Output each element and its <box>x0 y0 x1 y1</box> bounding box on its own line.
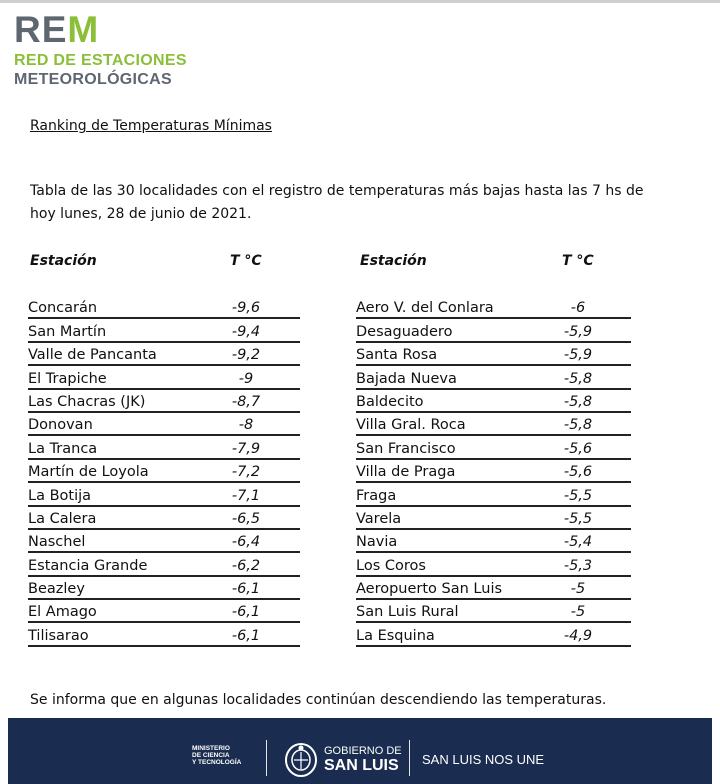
ministerio-line1: MINISTERIO <box>192 745 230 752</box>
table-row <box>356 623 631 646</box>
logo-mark-re: RE <box>14 9 68 50</box>
temperature-value: -5 <box>570 604 586 621</box>
table-row <box>28 390 300 413</box>
intro-text: Tabla de las 30 localidades con el registro de temperaturas más bajas hasta las 7 hs de hoy lunes, 28 de junio de 2021. <box>30 183 644 222</box>
table-row <box>28 623 300 646</box>
station-name: San Martín <box>28 323 107 340</box>
table-row <box>356 577 631 600</box>
ministerio-line2: DE CIENCIA <box>192 752 230 759</box>
right-header-temp: T °C <box>562 253 594 269</box>
rem-logo <box>14 9 187 89</box>
temperature-value: -7,2 <box>231 464 261 481</box>
table-row <box>28 553 300 576</box>
station-name: Fraga <box>356 487 397 504</box>
station-name: Beazley <box>28 581 85 598</box>
footnote: Se informa que en algunas localidades continúan descendiendo las temperaturas. <box>30 692 607 708</box>
station-name: Varela <box>356 510 402 527</box>
temperature-value: -9 <box>238 370 254 387</box>
station-name: Estancia Grande <box>28 557 148 574</box>
footer-divider <box>266 740 267 776</box>
temperature-value: -6,1 <box>231 627 261 644</box>
coat-of-arms-icon <box>282 742 320 782</box>
temperature-value: -8 <box>238 417 254 434</box>
table-row <box>28 483 300 506</box>
temperature-value: -6,5 <box>231 510 261 527</box>
table-row <box>356 343 631 366</box>
temperature-value: -9,4 <box>231 323 261 340</box>
station-name: Los Coros <box>356 557 426 574</box>
logo-mark-m: M <box>67 9 100 50</box>
station-name: Baldecito <box>356 393 424 410</box>
table-row <box>356 366 631 389</box>
left-header-station: Estación <box>30 253 97 269</box>
temperature-value: -4,9 <box>563 627 593 644</box>
temperature-value: -6,1 <box>231 604 261 621</box>
temperature-value: -5,8 <box>563 393 593 410</box>
station-name: La Esquina <box>356 627 435 644</box>
san-luis-label: SAN LUIS <box>324 757 399 774</box>
table-row <box>356 507 631 530</box>
table-row <box>28 507 300 530</box>
table-row <box>356 460 631 483</box>
slogan: SAN LUIS NOS UNE <box>422 752 545 767</box>
gobierno-label: GOBIERNO DE <box>324 745 402 757</box>
station-name: Villa Gral. Roca <box>356 417 466 434</box>
ministerio-label <box>192 745 241 766</box>
station-name: Aero V. del Conlara <box>356 300 494 317</box>
temperature-value: -5,8 <box>563 417 593 434</box>
logo-line2: METEOROLÓGICAS <box>14 71 172 88</box>
station-name: La Tranca <box>28 440 98 457</box>
left-ranking-table <box>28 296 300 647</box>
ranking-title: Ranking de Temperaturas Mínimas <box>30 118 272 134</box>
table-row <box>28 366 300 389</box>
station-name: Desaguadero <box>356 323 453 340</box>
temperature-value: -5,8 <box>563 370 593 387</box>
table-row <box>28 600 300 623</box>
temperature-value: -7,1 <box>231 487 261 504</box>
temperature-value: -9,6 <box>231 300 261 317</box>
logo-mark <box>14 9 187 50</box>
temperature-value: -7,9 <box>231 440 261 457</box>
temperature-value: -5 <box>570 581 586 598</box>
table-row <box>356 530 631 553</box>
table-row <box>28 319 300 342</box>
station-name: Concarán <box>28 300 98 317</box>
temperature-value: -5,6 <box>563 464 593 481</box>
table-row <box>356 319 631 342</box>
station-name: Donovan <box>28 417 93 434</box>
logo-line1: RED DE ESTACIONES <box>14 52 187 69</box>
table-row <box>356 483 631 506</box>
station-name: Naschel <box>28 534 86 551</box>
table-row <box>356 413 631 436</box>
station-name: Navia <box>356 534 398 551</box>
temperature-value: -5,6 <box>563 440 593 457</box>
table-row <box>28 460 300 483</box>
table-row <box>28 436 300 459</box>
table-row <box>356 296 631 319</box>
station-name: San Luis Rural <box>356 604 459 621</box>
table-row <box>356 390 631 413</box>
station-name: Martín de Loyola <box>28 464 149 481</box>
table-row <box>28 577 300 600</box>
station-name: El Trapiche <box>28 370 107 387</box>
station-name: Valle de Pancanta <box>28 347 157 364</box>
station-name: Santa Rosa <box>356 347 438 364</box>
station-name: Las Chacras (JK) <box>28 393 146 410</box>
top-border <box>0 0 720 3</box>
temperature-value: -5,4 <box>563 534 593 551</box>
station-name: El Amago <box>28 604 97 621</box>
left-header-temp: T °C <box>230 253 262 269</box>
station-name: La Botija <box>28 487 92 504</box>
station-name: Bajada Nueva <box>356 370 457 387</box>
table-row <box>28 296 300 319</box>
table-row <box>28 343 300 366</box>
temperature-value: -5,3 <box>563 557 593 574</box>
temperature-value: -5,9 <box>563 323 593 340</box>
temperature-value: -6,4 <box>231 534 261 551</box>
temperature-value: -6,1 <box>231 581 261 598</box>
government-footer <box>8 718 712 784</box>
temperature-value: -6 <box>570 300 586 317</box>
table-row <box>28 413 300 436</box>
temperature-value: -6,2 <box>231 557 261 574</box>
station-name: Tilisarao <box>28 627 89 644</box>
station-name: Villa de Praga <box>356 464 456 481</box>
table-row <box>356 600 631 623</box>
temperature-value: -5,9 <box>563 347 593 364</box>
temperature-value: -8,7 <box>231 393 261 410</box>
right-header-station: Estación <box>360 253 427 269</box>
station-name: Aeropuerto San Luis <box>356 581 503 598</box>
ministerio-line3: Y TECNOLOGÍA <box>192 759 242 766</box>
temperature-value: -5,5 <box>563 510 593 527</box>
station-name: La Calera <box>28 510 97 527</box>
table-row <box>356 436 631 459</box>
temperature-value: -9,2 <box>231 347 261 364</box>
right-ranking-table <box>356 296 631 647</box>
station-name: San Francisco <box>356 440 456 457</box>
footer-divider-2 <box>409 740 410 776</box>
temperature-value: -5,5 <box>563 487 593 504</box>
table-row <box>356 553 631 576</box>
table-row <box>28 530 300 553</box>
